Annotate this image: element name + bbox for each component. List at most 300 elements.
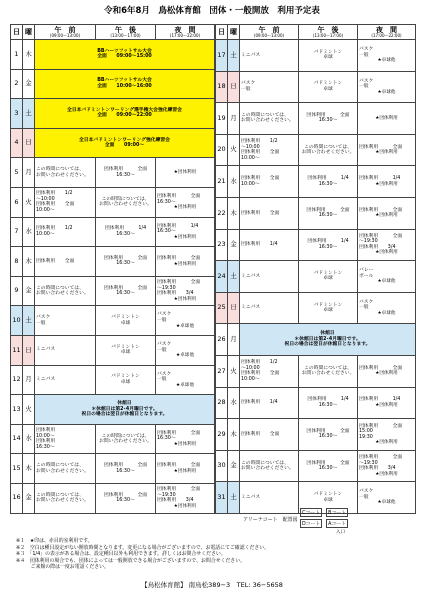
day-number: 25 bbox=[216, 292, 228, 324]
usage-mark: ★団体利用 bbox=[375, 402, 398, 408]
morning-text: この時間については、 お問い合わせください。 bbox=[241, 112, 294, 124]
day-number: 9 bbox=[11, 276, 23, 306]
night-cell bbox=[358, 134, 416, 166]
day-number: 19 bbox=[216, 103, 228, 135]
table-row bbox=[11, 69, 215, 99]
morning-text: この時間については、 お問い合わせください。 bbox=[36, 463, 89, 474]
day-number: 22 bbox=[216, 197, 228, 229]
night-cell bbox=[156, 276, 215, 306]
afternoon-text: 団体利用 全面 16:30〜 bbox=[103, 255, 148, 267]
table-row bbox=[11, 306, 215, 336]
morning-cell bbox=[240, 103, 299, 135]
day-number: 15 bbox=[11, 454, 23, 484]
afternoon-cell bbox=[299, 197, 358, 229]
night-text: 団体利用 1/4 bbox=[359, 176, 401, 182]
afternoon-cell bbox=[96, 247, 156, 277]
usage-mark: ★団体利用 bbox=[375, 250, 398, 256]
morning-text: 団体利用 1/2 〜10:00 団体利用 全面 10:00〜 bbox=[241, 360, 280, 382]
morning-text: ミニバス bbox=[241, 52, 261, 58]
night-text: 団体利用 全面 bbox=[359, 207, 403, 213]
weekday: 日 bbox=[23, 128, 35, 158]
day-number: 4 bbox=[11, 128, 23, 158]
morning-text: 全日本バドミントンワーリング選手権大会強化練習会 全面 09:00〜22:00 bbox=[67, 107, 182, 119]
afternoon-cell bbox=[299, 103, 358, 135]
morning-text: 団体利用 全面 10:00〜 bbox=[241, 176, 280, 187]
morning-cell bbox=[240, 166, 299, 198]
afternoon-cell bbox=[96, 158, 156, 188]
afternoon-text: バドミントン 卓球 bbox=[313, 270, 343, 282]
table-row bbox=[216, 292, 416, 324]
schedule-table-left bbox=[10, 24, 215, 514]
afternoon-text: この時間については、 お問い合わせください。 bbox=[301, 144, 355, 156]
morning-cell bbox=[35, 217, 96, 247]
schedule-table-right bbox=[215, 24, 416, 514]
night-cell bbox=[358, 355, 416, 387]
weekday: 木 bbox=[228, 419, 240, 451]
night-cell bbox=[358, 166, 416, 198]
night-text: 団体利用 全面 bbox=[359, 144, 403, 150]
night-cell bbox=[156, 158, 215, 188]
night-text: バスケ 一般 bbox=[359, 299, 374, 311]
day-number: 23 bbox=[216, 229, 228, 261]
morning-text: 団体利用 10:00〜 団体利用 16:30〜 bbox=[36, 427, 56, 450]
morning-text: ミニバス bbox=[36, 377, 56, 383]
afternoon-text: この時間については、 お問い合わせください。 bbox=[99, 433, 152, 445]
weekday: 金 bbox=[23, 276, 35, 306]
weekday: 木 bbox=[23, 454, 35, 484]
header-row-left bbox=[11, 25, 215, 40]
table-row bbox=[216, 387, 416, 419]
day-number: 14 bbox=[11, 424, 23, 454]
weekday: 土 bbox=[228, 261, 240, 293]
afternoon-text: 団体利用 全面 16:30〜 bbox=[103, 463, 148, 474]
afternoon-cell bbox=[299, 134, 358, 166]
afternoon-cell bbox=[96, 335, 156, 365]
morning-cell bbox=[35, 40, 215, 70]
table-row bbox=[216, 355, 416, 387]
morning-cell bbox=[35, 128, 215, 158]
weekday: 火 bbox=[23, 187, 35, 217]
weekday: 水 bbox=[23, 424, 35, 454]
usage-mark: ★卓球他 bbox=[377, 500, 396, 506]
day-number: 31 bbox=[216, 482, 228, 514]
afternoon-text: 団体利用 1/4 16:30〜 bbox=[307, 239, 349, 250]
day-number: 8 bbox=[11, 247, 23, 277]
table-row bbox=[11, 99, 215, 129]
night-text: バスケ 一般 bbox=[157, 342, 172, 353]
morning-cell bbox=[35, 158, 96, 188]
afternoon-cell bbox=[96, 454, 156, 484]
morning-text: 全日本バドミントンワーリング強化練習会 全面 09:00〜 bbox=[79, 137, 170, 149]
note-line: ご来館の際は一度お電話ください。 bbox=[16, 564, 109, 571]
weekday: 火 bbox=[228, 134, 240, 166]
day-number: 11 bbox=[11, 335, 23, 365]
header-afternoon: 午 後 (13:00〜17:00) bbox=[96, 25, 156, 40]
day-number: 3 bbox=[11, 99, 23, 129]
weekday: 土 bbox=[228, 40, 240, 72]
morning-text: 団体利用 全面 bbox=[241, 431, 280, 437]
table-row bbox=[11, 128, 215, 158]
night-cell bbox=[156, 365, 215, 395]
header-weekday: 曜 bbox=[228, 25, 240, 40]
usage-mark: ★団体利用 bbox=[375, 440, 398, 446]
afternoon-text: バドミントン 卓球 bbox=[313, 49, 343, 61]
morning-text: BBハーツフットサル大会 全面 09:00〜15:00 bbox=[97, 48, 152, 60]
night-cell bbox=[156, 217, 215, 247]
afternoon-cell bbox=[96, 217, 156, 247]
night-cell bbox=[156, 187, 215, 217]
day-number: 1 bbox=[11, 40, 23, 70]
night-cell bbox=[156, 247, 215, 277]
afternoon-text: この時間については、 お問い合わせください。 bbox=[301, 365, 355, 377]
footer-address: 【鳥松体育館】 南鳥松389−3 TEL: 36−5658 bbox=[141, 581, 283, 589]
afternoon-cell bbox=[299, 229, 358, 261]
usage-mark: ★団体利用 bbox=[173, 296, 197, 302]
left-body bbox=[11, 40, 215, 514]
court-d: Dコート bbox=[300, 519, 322, 528]
usage-mark: ★卓球他 bbox=[377, 279, 396, 285]
afternoon-cell bbox=[96, 187, 156, 217]
table-row bbox=[11, 395, 215, 425]
usage-mark: ★卓球他 bbox=[377, 310, 396, 316]
header-row-right bbox=[216, 25, 416, 40]
day-number: 7 bbox=[11, 217, 23, 247]
day-number: 12 bbox=[11, 365, 23, 395]
usage-mark: ★団体利用 bbox=[173, 468, 197, 474]
afternoon-text: 団体利用 1/4 16:30〜 bbox=[307, 176, 349, 187]
day-number: 27 bbox=[216, 355, 228, 387]
morning-cell bbox=[240, 355, 299, 387]
table-row bbox=[11, 158, 215, 188]
table-row bbox=[216, 103, 416, 135]
night-cell bbox=[156, 454, 215, 484]
afternoon-cell bbox=[96, 306, 156, 336]
usage-mark: ★団体利用 bbox=[375, 471, 398, 477]
night-cell bbox=[358, 71, 416, 103]
note-line: ※３ 「1/4」の表示がある場合は、設定種目以外も利用できます。詳しくはお問合せください。 bbox=[16, 551, 226, 558]
night-text: バスケ 一般 bbox=[359, 47, 374, 58]
court-legend bbox=[300, 508, 390, 538]
table-row bbox=[216, 450, 416, 482]
usage-mark: ★団体利用 bbox=[173, 170, 197, 176]
morning-text: バスケ 一般 bbox=[241, 81, 256, 92]
day-number: 30 bbox=[216, 450, 228, 482]
weekday: 月 bbox=[228, 103, 240, 135]
usage-mark: ★卓球他 bbox=[377, 89, 396, 95]
afternoon-cell bbox=[96, 365, 156, 395]
night-text: 団体利用 全面 bbox=[359, 365, 403, 371]
weekday: 火 bbox=[23, 395, 35, 425]
weekday: 水 bbox=[228, 387, 240, 419]
night-text: バレー ボール bbox=[359, 268, 374, 279]
morning-text: この時間については、 お問い合わせください。 bbox=[36, 167, 89, 178]
usage-mark: ★団体利用 bbox=[375, 115, 398, 121]
morning-cell bbox=[35, 335, 96, 365]
afternoon-cell bbox=[96, 424, 156, 454]
usage-mark: ★卓球他 bbox=[176, 323, 194, 329]
morning-cell bbox=[35, 187, 96, 217]
court-layout-label: アリーナコート 配置図 bbox=[243, 517, 298, 523]
afternoon-cell bbox=[299, 261, 358, 293]
weekday: 日 bbox=[228, 292, 240, 324]
morning-text: 団体利用 1/2 〜10:00 団体利用 全面 10:00〜 bbox=[36, 191, 75, 213]
morning-text: 団体利用 1/4 bbox=[241, 400, 278, 406]
morning-cell bbox=[240, 229, 299, 261]
weekday: 木 bbox=[23, 247, 35, 277]
night-cell bbox=[358, 450, 416, 482]
night-text: バスケ 一般 bbox=[359, 489, 374, 500]
morning-text: ミニバス bbox=[36, 347, 56, 353]
morning-cell bbox=[35, 483, 96, 513]
afternoon-cell bbox=[299, 71, 358, 103]
afternoon-cell bbox=[299, 419, 358, 451]
morning-cell bbox=[35, 276, 96, 306]
day-number: 20 bbox=[216, 134, 228, 166]
morning-cell bbox=[240, 261, 299, 293]
table-row bbox=[11, 335, 215, 365]
night-cell bbox=[156, 335, 215, 365]
night-cell bbox=[358, 103, 416, 135]
header-weekday: 曜 bbox=[23, 25, 35, 40]
table-row bbox=[216, 166, 416, 198]
night-text: 団体利用 1/4 bbox=[359, 397, 401, 403]
morning-cell bbox=[240, 71, 299, 103]
morning-cell bbox=[240, 482, 299, 514]
night-text: バスケ 一般 bbox=[157, 371, 172, 383]
table-row bbox=[216, 261, 416, 293]
night-cell bbox=[358, 197, 416, 229]
morning-cell bbox=[240, 40, 299, 72]
day-number: 17 bbox=[216, 40, 228, 72]
table-row bbox=[11, 454, 215, 484]
day-number: 5 bbox=[11, 158, 23, 188]
day-number: 26 bbox=[216, 324, 228, 356]
table-row bbox=[11, 483, 215, 513]
afternoon-text: バドミントン 卓球 bbox=[313, 81, 343, 92]
morning-cell bbox=[35, 424, 96, 454]
afternoon-text: 団体利用 全面 16:30〜 bbox=[103, 492, 148, 504]
usage-mark: ★卓球他 bbox=[176, 353, 194, 359]
morning-text: 団体利用 全面 bbox=[241, 210, 280, 216]
note-line: ※１ ★印は、赤目的室利用です。 bbox=[16, 538, 93, 544]
morning-text: 団体利用 1/4 bbox=[241, 242, 278, 248]
usage-mark: ★団体利用 bbox=[375, 213, 398, 219]
afternoon-cell bbox=[299, 450, 358, 482]
weekday: 金 bbox=[228, 229, 240, 261]
day-number: 2 bbox=[11, 69, 23, 99]
morning-cell bbox=[240, 324, 416, 356]
table-row bbox=[216, 229, 416, 261]
notes bbox=[16, 538, 416, 571]
morning-cell bbox=[35, 365, 96, 395]
night-text: 団体利用 1/4 16:30〜 bbox=[157, 223, 199, 235]
weekday: 金 bbox=[23, 483, 35, 513]
weekday: 木 bbox=[23, 40, 35, 70]
morning-text: ミニバス bbox=[241, 494, 261, 500]
afternoon-text: 団体利用 全面 16:30〜 bbox=[306, 112, 350, 124]
night-text: 団体利用 全面 〜19:30 団体利用 3/4 bbox=[359, 455, 403, 472]
table-row bbox=[11, 247, 215, 277]
afternoon-cell bbox=[96, 276, 156, 306]
weekday: 水 bbox=[228, 166, 240, 198]
table-row bbox=[11, 40, 215, 70]
morning-text: 団体利用 全面 bbox=[36, 258, 75, 264]
day-number: 16 bbox=[11, 483, 23, 513]
morning-text: 休館日 ＊休館日は第2･4月曜日です。 祝日の場合は翌日が休館日となります。 bbox=[284, 331, 371, 348]
court-b: Bコート bbox=[326, 508, 348, 517]
usage-mark: ★団体利用 bbox=[173, 503, 197, 509]
day-number: 21 bbox=[216, 166, 228, 198]
right-body bbox=[216, 40, 416, 514]
morning-cell bbox=[35, 247, 96, 277]
morning-text: 休館日 ＊休館日は第2･4月曜日です。 祝日の場合は翌日が休館日となります。 bbox=[81, 401, 168, 418]
table-row bbox=[216, 40, 416, 72]
weekday: 月 bbox=[23, 365, 35, 395]
morning-cell bbox=[35, 69, 215, 99]
header-afternoon: 午 後 (13:00〜17:00) bbox=[299, 25, 358, 40]
night-cell bbox=[358, 292, 416, 324]
day-number: 6 bbox=[11, 187, 23, 217]
weekday: 金 bbox=[23, 69, 35, 99]
court-a: Aコート bbox=[326, 519, 348, 528]
usage-mark: ★団体利用 bbox=[173, 441, 197, 447]
afternoon-cell bbox=[299, 40, 358, 72]
morning-cell bbox=[240, 419, 299, 451]
afternoon-text: 団体利用 全面 16:30〜 bbox=[103, 285, 148, 297]
table-row bbox=[11, 187, 215, 217]
header-night: 夜 間 (17:00〜22:00) bbox=[156, 25, 215, 40]
entrance-label: 入口 bbox=[336, 530, 345, 535]
night-cell bbox=[156, 483, 215, 513]
morning-text: BBハーツフットサル大会 全面 10:00〜16:00 bbox=[97, 78, 152, 89]
weekday: 土 bbox=[228, 482, 240, 514]
afternoon-text: 団体利用 全面 16:30〜 bbox=[306, 460, 350, 472]
night-text: バスケ 一般 bbox=[157, 312, 172, 323]
day-number: 13 bbox=[11, 395, 23, 425]
morning-cell bbox=[240, 134, 299, 166]
weekday: 水 bbox=[23, 217, 35, 247]
night-cell bbox=[358, 387, 416, 419]
weekday: 月 bbox=[23, 158, 35, 188]
header-morning: 午 前 (09:00〜13:00) bbox=[35, 25, 96, 40]
night-text: 団体利用 全面 16:30〜 bbox=[157, 194, 201, 205]
weekday: 木 bbox=[228, 197, 240, 229]
night-cell bbox=[358, 229, 416, 261]
morning-text: バスケ 一般 bbox=[36, 315, 51, 326]
afternoon-cell bbox=[299, 292, 358, 324]
night-cell bbox=[358, 419, 416, 451]
afternoon-text: この時間については、 お問い合わせください。 bbox=[99, 196, 152, 208]
court-c: Cコート bbox=[300, 508, 322, 517]
usage-mark: ★団体利用 bbox=[173, 234, 197, 240]
night-cell bbox=[358, 261, 416, 293]
day-number: 18 bbox=[216, 71, 228, 103]
weekday: 日 bbox=[228, 71, 240, 103]
night-text: 団体利用 全面 〜19:30 団体利用 3/4 bbox=[157, 280, 201, 297]
usage-mark: ★卓球他 bbox=[377, 58, 396, 64]
morning-cell bbox=[240, 387, 299, 419]
afternoon-text: 団体利用 全面 16:30〜 bbox=[306, 428, 350, 440]
header-day: 日 bbox=[216, 25, 228, 40]
weekday: 火 bbox=[228, 355, 240, 387]
day-number: 10 bbox=[11, 306, 23, 336]
table-row bbox=[11, 276, 215, 306]
morning-text: 団体利用 1/2 〜10:00 団体利用 全面 10:00〜 bbox=[241, 139, 280, 161]
night-cell bbox=[156, 306, 215, 336]
day-number: 28 bbox=[216, 387, 228, 419]
night-text: 団体利用 全面 〜19:30 団体利用 3/4 bbox=[157, 487, 201, 504]
table-row bbox=[11, 217, 215, 247]
afternoon-cell bbox=[96, 483, 156, 513]
afternoon-cell bbox=[299, 166, 358, 198]
morning-text: ミニバス bbox=[241, 305, 261, 311]
night-text: 団体利用 全面 16:30〜 bbox=[157, 430, 201, 442]
morning-cell bbox=[35, 454, 96, 484]
night-text: 団体利用 全面 bbox=[157, 463, 201, 469]
afternoon-text: バドミントン 卓球 bbox=[111, 315, 140, 326]
day-number: 29 bbox=[216, 419, 228, 451]
afternoon-cell bbox=[299, 355, 358, 387]
afternoon-text: バドミントン 卓球 bbox=[111, 374, 140, 385]
usage-mark: ★団体利用 bbox=[375, 150, 398, 156]
weekday: 日 bbox=[23, 335, 35, 365]
weekday: 金 bbox=[228, 450, 240, 482]
usage-mark: ★団体利用 bbox=[173, 205, 197, 211]
night-cell bbox=[156, 424, 215, 454]
note-line: ※４ 団体利用の場合でも、団体によっては一般開放できる場合がございますので、お問合せください。 bbox=[16, 557, 245, 564]
table-row bbox=[216, 324, 416, 356]
usage-mark: ★団体利用 bbox=[173, 261, 197, 267]
usage-mark: ★団体利用 bbox=[375, 181, 398, 187]
table-row bbox=[216, 134, 416, 166]
usage-mark: ★卓球他 bbox=[176, 382, 194, 388]
morning-cell bbox=[35, 395, 215, 425]
morning-text: 団体利用 1/2 10:00〜 bbox=[36, 226, 73, 237]
morning-cell bbox=[240, 292, 299, 324]
afternoon-text: バドミントン 卓球 bbox=[313, 492, 343, 503]
usage-mark: ★団体利用 bbox=[375, 371, 398, 377]
night-text: 団体利用 全面 15:00 19:30 bbox=[359, 423, 403, 440]
weekday: 土 bbox=[23, 99, 35, 129]
afternoon-text: 団体利用 全面 16:30〜 bbox=[103, 167, 148, 178]
morning-text: この時間については、 お問い合わせください。 bbox=[241, 460, 294, 472]
afternoon-text: 団体利用 全面 16:30〜 bbox=[306, 207, 350, 219]
header-day: 日 bbox=[11, 25, 23, 40]
table-row bbox=[216, 197, 416, 229]
afternoon-text: バドミントン 卓球 bbox=[313, 302, 343, 314]
table-row bbox=[11, 424, 215, 454]
header-night: 夜 間 (17:00〜22:00) bbox=[358, 25, 416, 40]
night-cell bbox=[358, 40, 416, 72]
header-morning: 午 前 (09:00〜13:00) bbox=[240, 25, 299, 40]
morning-cell bbox=[35, 99, 215, 129]
table-row bbox=[216, 419, 416, 451]
afternoon-text: 団体利用 1/4 16:30〜 bbox=[307, 397, 349, 408]
night-text: バスケ 一般 bbox=[359, 78, 374, 90]
note-line: ※２ 空白は種目設定がない開放時間となります。変更になる場合がございますので、お電話にてご確認ください。 bbox=[16, 544, 270, 551]
weekday: 月 bbox=[228, 324, 240, 356]
afternoon-cell bbox=[299, 387, 358, 419]
morning-text: この時間については、 お問い合わせください。 bbox=[36, 492, 89, 504]
morning-text: ミニバス bbox=[241, 273, 261, 279]
morning-cell bbox=[240, 450, 299, 482]
day-number: 24 bbox=[216, 261, 228, 293]
afternoon-text: バドミントン 卓球 bbox=[111, 344, 140, 356]
weekday: 土 bbox=[23, 306, 35, 336]
night-text: 団体利用 全面 〜19:30 団体利用 3/4 bbox=[359, 233, 403, 250]
page-title: 令和6年8月 鳥松体育館 団体・一般開放 利用予定表 bbox=[104, 6, 320, 16]
table-row bbox=[216, 71, 416, 103]
